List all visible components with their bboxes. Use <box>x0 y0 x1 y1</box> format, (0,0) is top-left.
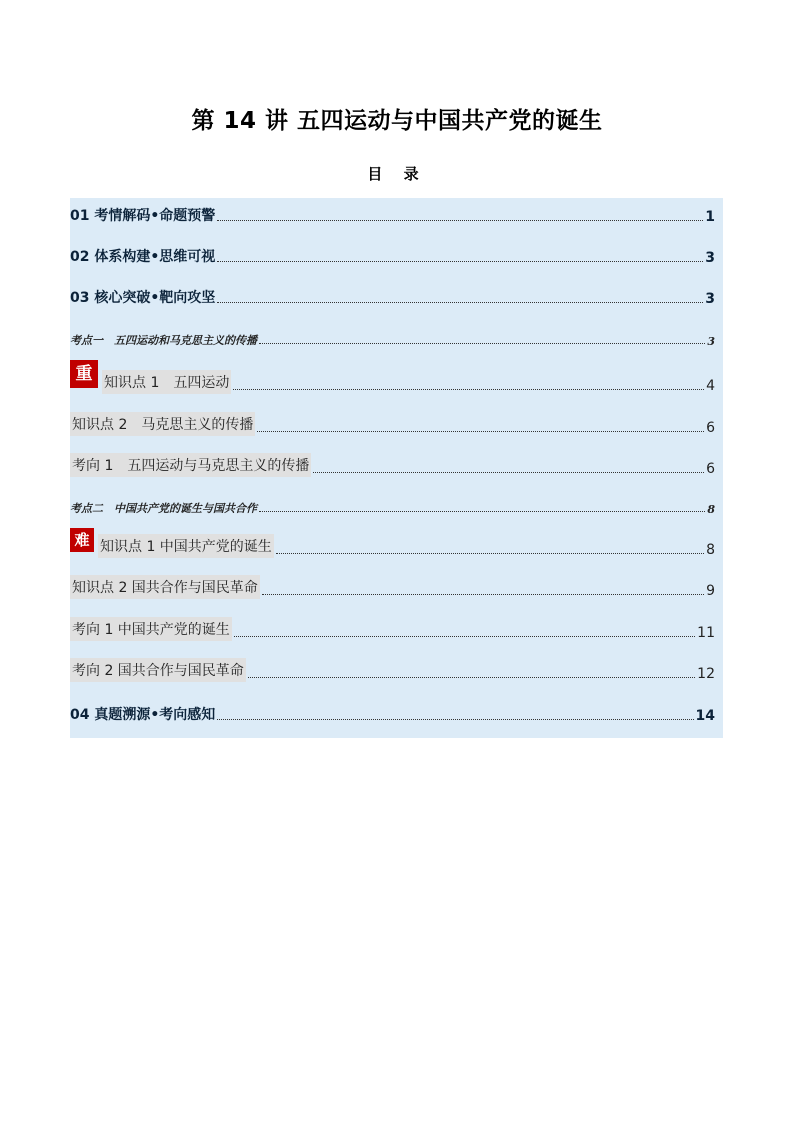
toc-entry-section-02[interactable] <box>70 242 715 266</box>
toc-entry-page: 12 <box>697 666 715 682</box>
leader-dots <box>259 333 705 344</box>
difficult-point-badge: 难 <box>70 528 94 552</box>
toc-entry-page: 6 <box>706 420 715 436</box>
leader-dots <box>217 251 703 262</box>
leader-dots <box>217 292 703 303</box>
toc-entry-page: 6 <box>706 461 715 477</box>
leader-dots <box>276 543 704 554</box>
toc-entry-page: 8 <box>707 503 715 516</box>
toc-entry-label: 考向 1 中国共产党的诞生 <box>70 617 232 641</box>
toc-entry-page: 11 <box>697 625 715 641</box>
toc-entry-label: 03 核心突破•靶向攻坚 <box>70 290 216 306</box>
toc-entry-knowledge-2-2[interactable] <box>70 575 715 599</box>
toc-entry-exam-point-1[interactable] <box>70 324 715 348</box>
toc-entry-section-04[interactable] <box>70 700 715 724</box>
toc-entry-page: 9 <box>706 583 715 599</box>
leader-dots <box>257 421 704 432</box>
toc-entry-section-01[interactable] <box>70 201 715 225</box>
toc-entry-label: 知识点 2 国共合作与国民革命 <box>70 575 260 599</box>
leader-dots <box>234 626 695 637</box>
toc-entry-page: 1 <box>705 209 715 225</box>
toc-entry-page: 3 <box>707 335 715 348</box>
table-of-contents <box>70 198 723 738</box>
leader-dots <box>217 709 693 720</box>
toc-entry-knowledge-1-2[interactable] <box>70 412 715 436</box>
toc-entry-page: 3 <box>705 250 715 266</box>
toc-entry-page: 8 <box>706 542 715 558</box>
toc-entry-direction-2-1[interactable] <box>70 617 715 641</box>
toc-heading: 目 录 <box>367 165 427 183</box>
toc-entry-label: 知识点 1 五四运动 <box>102 370 231 394</box>
toc-entry-section-03[interactable] <box>70 283 715 307</box>
toc-entry-label: 知识点 2 马克思主义的传播 <box>70 412 255 436</box>
toc-entry-direction-2-2[interactable] <box>70 658 715 682</box>
toc-entry-label: 知识点 1 中国共产党的诞生 <box>98 534 274 558</box>
toc-entry-label: 04 真题溯源•考向感知 <box>70 707 216 723</box>
toc-entry-exam-point-2[interactable] <box>70 492 715 516</box>
toc-entry-direction-1-1[interactable] <box>70 453 715 477</box>
toc-entry-label: 02 体系构建•思维可视 <box>70 249 216 265</box>
toc-entry-label: 考向 2 国共合作与国民革命 <box>70 658 246 682</box>
leader-dots <box>217 210 703 221</box>
leader-dots <box>233 379 704 390</box>
toc-entry-label: 考点二 中国共产党的诞生与国共合作 <box>70 502 257 515</box>
leader-dots <box>259 501 705 512</box>
toc-entry-label: 01 考情解码•命题预警 <box>70 208 216 224</box>
leader-dots <box>262 584 704 595</box>
toc-entry-page: 3 <box>705 291 715 307</box>
toc-entry-knowledge-2-1[interactable] <box>70 531 715 558</box>
key-point-badge: 重 <box>70 360 98 388</box>
toc-entry-knowledge-1-1[interactable] <box>70 364 715 394</box>
document-title: 第 14 讲 五四运动与中国共产党的诞生 <box>191 108 603 134</box>
toc-entry-page: 14 <box>695 708 715 724</box>
toc-entry-label: 考点一 五四运动和马克思主义的传播 <box>70 334 257 347</box>
toc-entry-page: 4 <box>706 378 715 394</box>
leader-dots <box>313 462 704 473</box>
leader-dots <box>248 667 695 678</box>
toc-entry-label: 考向 1 五四运动与马克思主义的传播 <box>70 453 311 477</box>
